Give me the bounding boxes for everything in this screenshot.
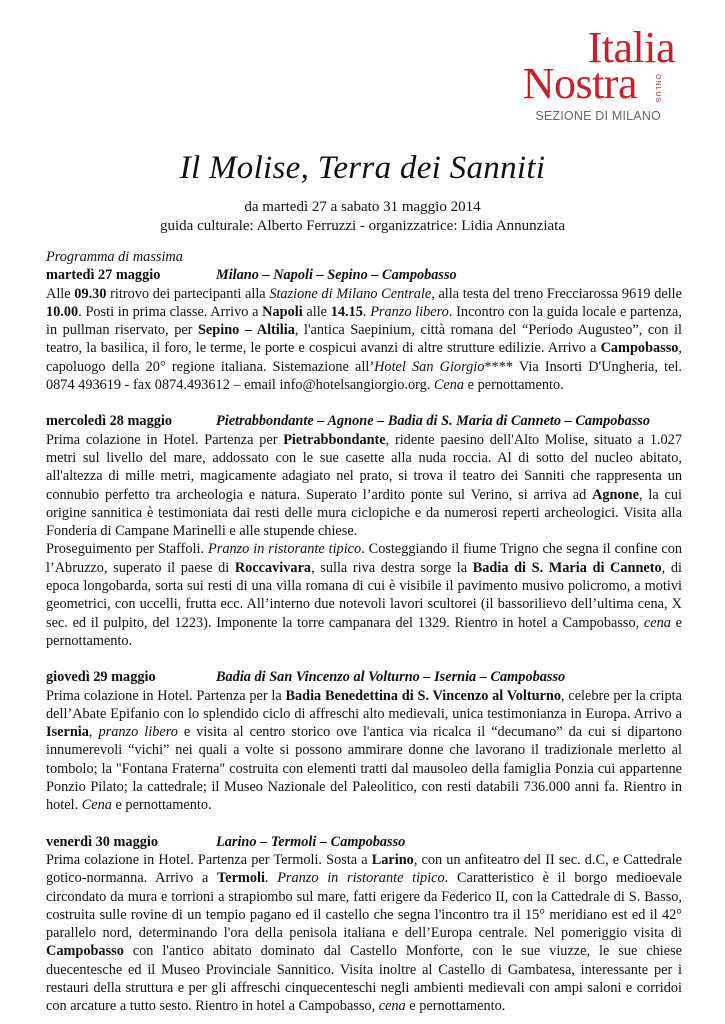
program-heading: Programma di massima [46, 249, 183, 265]
days-list [46, 266, 682, 1015]
text-run: alle [302, 303, 331, 320]
logo-italia: Italia [587, 23, 675, 72]
text-run: , celebre per la cripta dell’Abate Epifanio con lo splendido ciclo di affreschi alto medievali, unica testimonianza in Europa. Arrivo a [46, 687, 682, 722]
logo-nostra-row [522, 59, 675, 108]
text-run: ritrovo dei partecipanti alla [106, 285, 270, 302]
text-run: Pranzo in ristorante tipico [208, 541, 362, 558]
text-run: . [362, 303, 371, 320]
trip-guide: guida culturale: Alberto Ferruzzi - organizzatrice: Lidia Annunziata [160, 218, 565, 234]
day-route: Pietrabbondante – Agnone – Badia di S. Maria di Canneto – Campobasso [216, 413, 651, 430]
text-run: con l'antico abitato dominato dal Castello Monforte, con le sue viuzze, le sue chiese duecentesche ed il Museo Provinciale Sannitico. Visita inoltre al Castello di Gambatesa, interessante per i restauri della struttura e per gli affreschi cinquecenteschi negli ambienti medievali con ampi saloni e corridoi con arcature a tutto sesto. Rientro in hotel a Campobasso, [46, 943, 682, 1015]
text-run: . Posti in prima classe. Arrivo a [78, 303, 263, 320]
day-section [46, 412, 682, 650]
text-run: Termoli [217, 870, 265, 887]
text-run: Larino [371, 851, 414, 868]
day-date: martedì 27 maggio [46, 267, 161, 284]
text-run: Badia di S. Maria di Canneto [472, 559, 662, 576]
text-run: Campobasso [600, 340, 679, 357]
text-run: Isernia [46, 724, 89, 741]
text-run: . Caratteristico è il borgo medioevale circondato da mura e torrioni a strapiombo sul mare, fatti erigere da Federico II, con la Cattedrale di S. Basso, costruita sulle rovine di un tempio pagano ed il castello che segna l'incontro tra il 15° meridiano est ed il 42° parallelo nord, determinando l'ora della penisola italiana e dell’Europa centrale. Nel pomeriggio visita di [46, 870, 683, 942]
trip-info [0, 198, 725, 236]
day-paragraph [46, 851, 682, 1016]
day-paragraph [46, 285, 682, 395]
text-run: Pietrabbondante [283, 431, 386, 448]
text-run: e pernottamento. [111, 797, 212, 814]
text-run: 09.30 [74, 285, 107, 302]
section-gap [46, 394, 682, 412]
day-paragraph [46, 431, 682, 541]
text-run: cena [378, 998, 406, 1015]
text-run: , sulla riva destra sorge la [311, 559, 473, 576]
text-run: , l'antica Saepinium, città romana del “Periodo Augusteo”, con il teatro, la basilica, il foro, le terme, le porte e cospicui avanzi di altre strutture edilizie. Arrivo a [46, 322, 682, 357]
day-date: mercoledì 28 maggio [46, 413, 172, 430]
text-run: , ridente paesino dell'Alto Molise, situato a 1.027 metri sul livello del mare, addossato con le sue casette alla nuda roccia. Al di sotto del nucleo abitato, all'altezza di mille metri, magicamente adagiato nel prato, si trova il teatro dei Sanniti che rappresenta un connubio perfetto tra archeologia e natura. Superato l’ardito ponte sul Verino, si arriva ad [46, 431, 682, 503]
logo-nostra: Nostra [522, 59, 637, 108]
day-section [46, 833, 682, 1016]
text-run: Agnone [592, 486, 639, 503]
text-run: e pernottamento. [405, 998, 506, 1015]
section-gap [46, 650, 682, 668]
text-run: Cena [81, 797, 112, 814]
text-run: , di epoca longobarda, sorta sui resti di una villa romana di cui è visibile il pavimento musivo policromo, a motivi geometrici, con uccelli, frutta ecc. All’interno due notevoli lavori scultorei (il bassorilievo dell’ultima cena, X sec. ed il pulpito, del 1223). Imponente la torre campanara del 1329. Rientro in hotel a Campobasso, [46, 559, 682, 631]
text-run: Prima colazione in Hotel. Partenza per [46, 431, 284, 448]
text-run: Cena [433, 377, 465, 394]
day-section [46, 266, 682, 394]
day-heading [46, 668, 682, 686]
text-run: Stazione di Milano Centrale [269, 285, 432, 302]
text-run: . Costeggiando il fiume Trigno che segna il confine con l’Abruzzo, superato il paese di [46, 541, 683, 576]
text-run: Hotel San Giorgio [374, 358, 485, 375]
text-run: Alle [46, 285, 75, 302]
text-run: Roccavivara [234, 559, 312, 576]
text-run: pranzo libero [98, 724, 178, 741]
text-run: , alla testa del treno Frecciarossa 9619 delle [431, 285, 682, 302]
day-paragraph [46, 687, 682, 815]
italia-nostra-logo [505, 23, 675, 124]
text-run: Prima colazione in Hotel. Partenza per la [46, 687, 286, 704]
text-run: , capoluogo della 20° regione italiana. Sistemazione all’ [46, 340, 682, 375]
logo-onlus: ONLUS [654, 74, 661, 104]
document-title: Il Molise, Terra dei Sanniti [179, 150, 546, 186]
day-heading [46, 833, 682, 851]
text-run: Prima colazione in Hotel. Partenza per Termoli. Sosta a [46, 851, 372, 868]
day-date: venerdì 30 maggio [46, 833, 158, 850]
text-run: Badia Benedettina di S. Vincenzo al Volturno [285, 687, 562, 704]
text-run: Proseguimento per Staffoli. [46, 541, 209, 558]
text-run: 14.15 [330, 303, 363, 320]
trip-dates: da martedì 27 a sabato 31 maggio 2014 [244, 199, 481, 215]
day-date: giovedì 29 maggio [46, 669, 156, 686]
text-run: . Incontro con la guida locale e partenza, in pullman riservato, per [46, 303, 682, 339]
day-heading [46, 266, 682, 284]
day-route: Milano – Napoli – Sepino – Campobasso [216, 267, 457, 284]
text-run: **** Via Insorti D'Ungheria, tel. 0874 493619 - fax 0874.493612 – email info@hotelsangiorgio.org. [46, 358, 683, 394]
logo-sezione: SEZIONE DI MILANO [535, 109, 661, 124]
day-heading [46, 412, 682, 430]
text-run: , la cui origine sannitica è testimoniata dai resti delle mura ciclopiche e da numerosi reperti archeologici. Visita alla Fonderia di Campane Marinelli e alle stupende chiese. [46, 486, 682, 540]
text-run: e visita al centro storico ove l'antica via ricalca il “decumano” da cui si dipartono innumerevoli “vichi” nei quali a volte si possono ammirare donne che lavorano il tradizionale merletto al tombolo; la "Fontana Fraterna" costruita con elementi tratti dal mausoleo della famiglia Ponzia cui appartenne Ponzio Pilato; la cattedrale; il Museo Nazionale del Paleolitico, con resti databili 736.000 anni fa. Rientro in hotel. [46, 724, 683, 814]
day-route: Larino – Termoli – Campobasso [216, 833, 406, 850]
day-section [46, 668, 682, 814]
text-run: cena [643, 614, 671, 631]
text-run: Pranzo libero [370, 303, 449, 320]
text-run: , [88, 724, 99, 741]
day-paragraph [46, 540, 682, 650]
section-gap [46, 815, 682, 833]
text-run: e pernottamento. [464, 377, 564, 394]
text-run: Sepino – Altilia [197, 322, 295, 339]
text-run: Pranzo in ristorante tipico [277, 870, 445, 887]
text-run: 10.00 [46, 303, 79, 320]
day-route: Badia di San Vincenzo al Volturno – Isernia – Campobasso [216, 669, 566, 686]
text-run: e pernottamento. [46, 614, 683, 649]
text-run: . [264, 870, 278, 887]
text-run: Napoli [262, 303, 303, 320]
program-content [46, 248, 682, 1016]
text-run: Campobasso [46, 943, 124, 960]
text-run: , con un anfiteatro del II sec. d.C, e Cattedrale gotico-normanna. Arrivo a [46, 851, 682, 887]
